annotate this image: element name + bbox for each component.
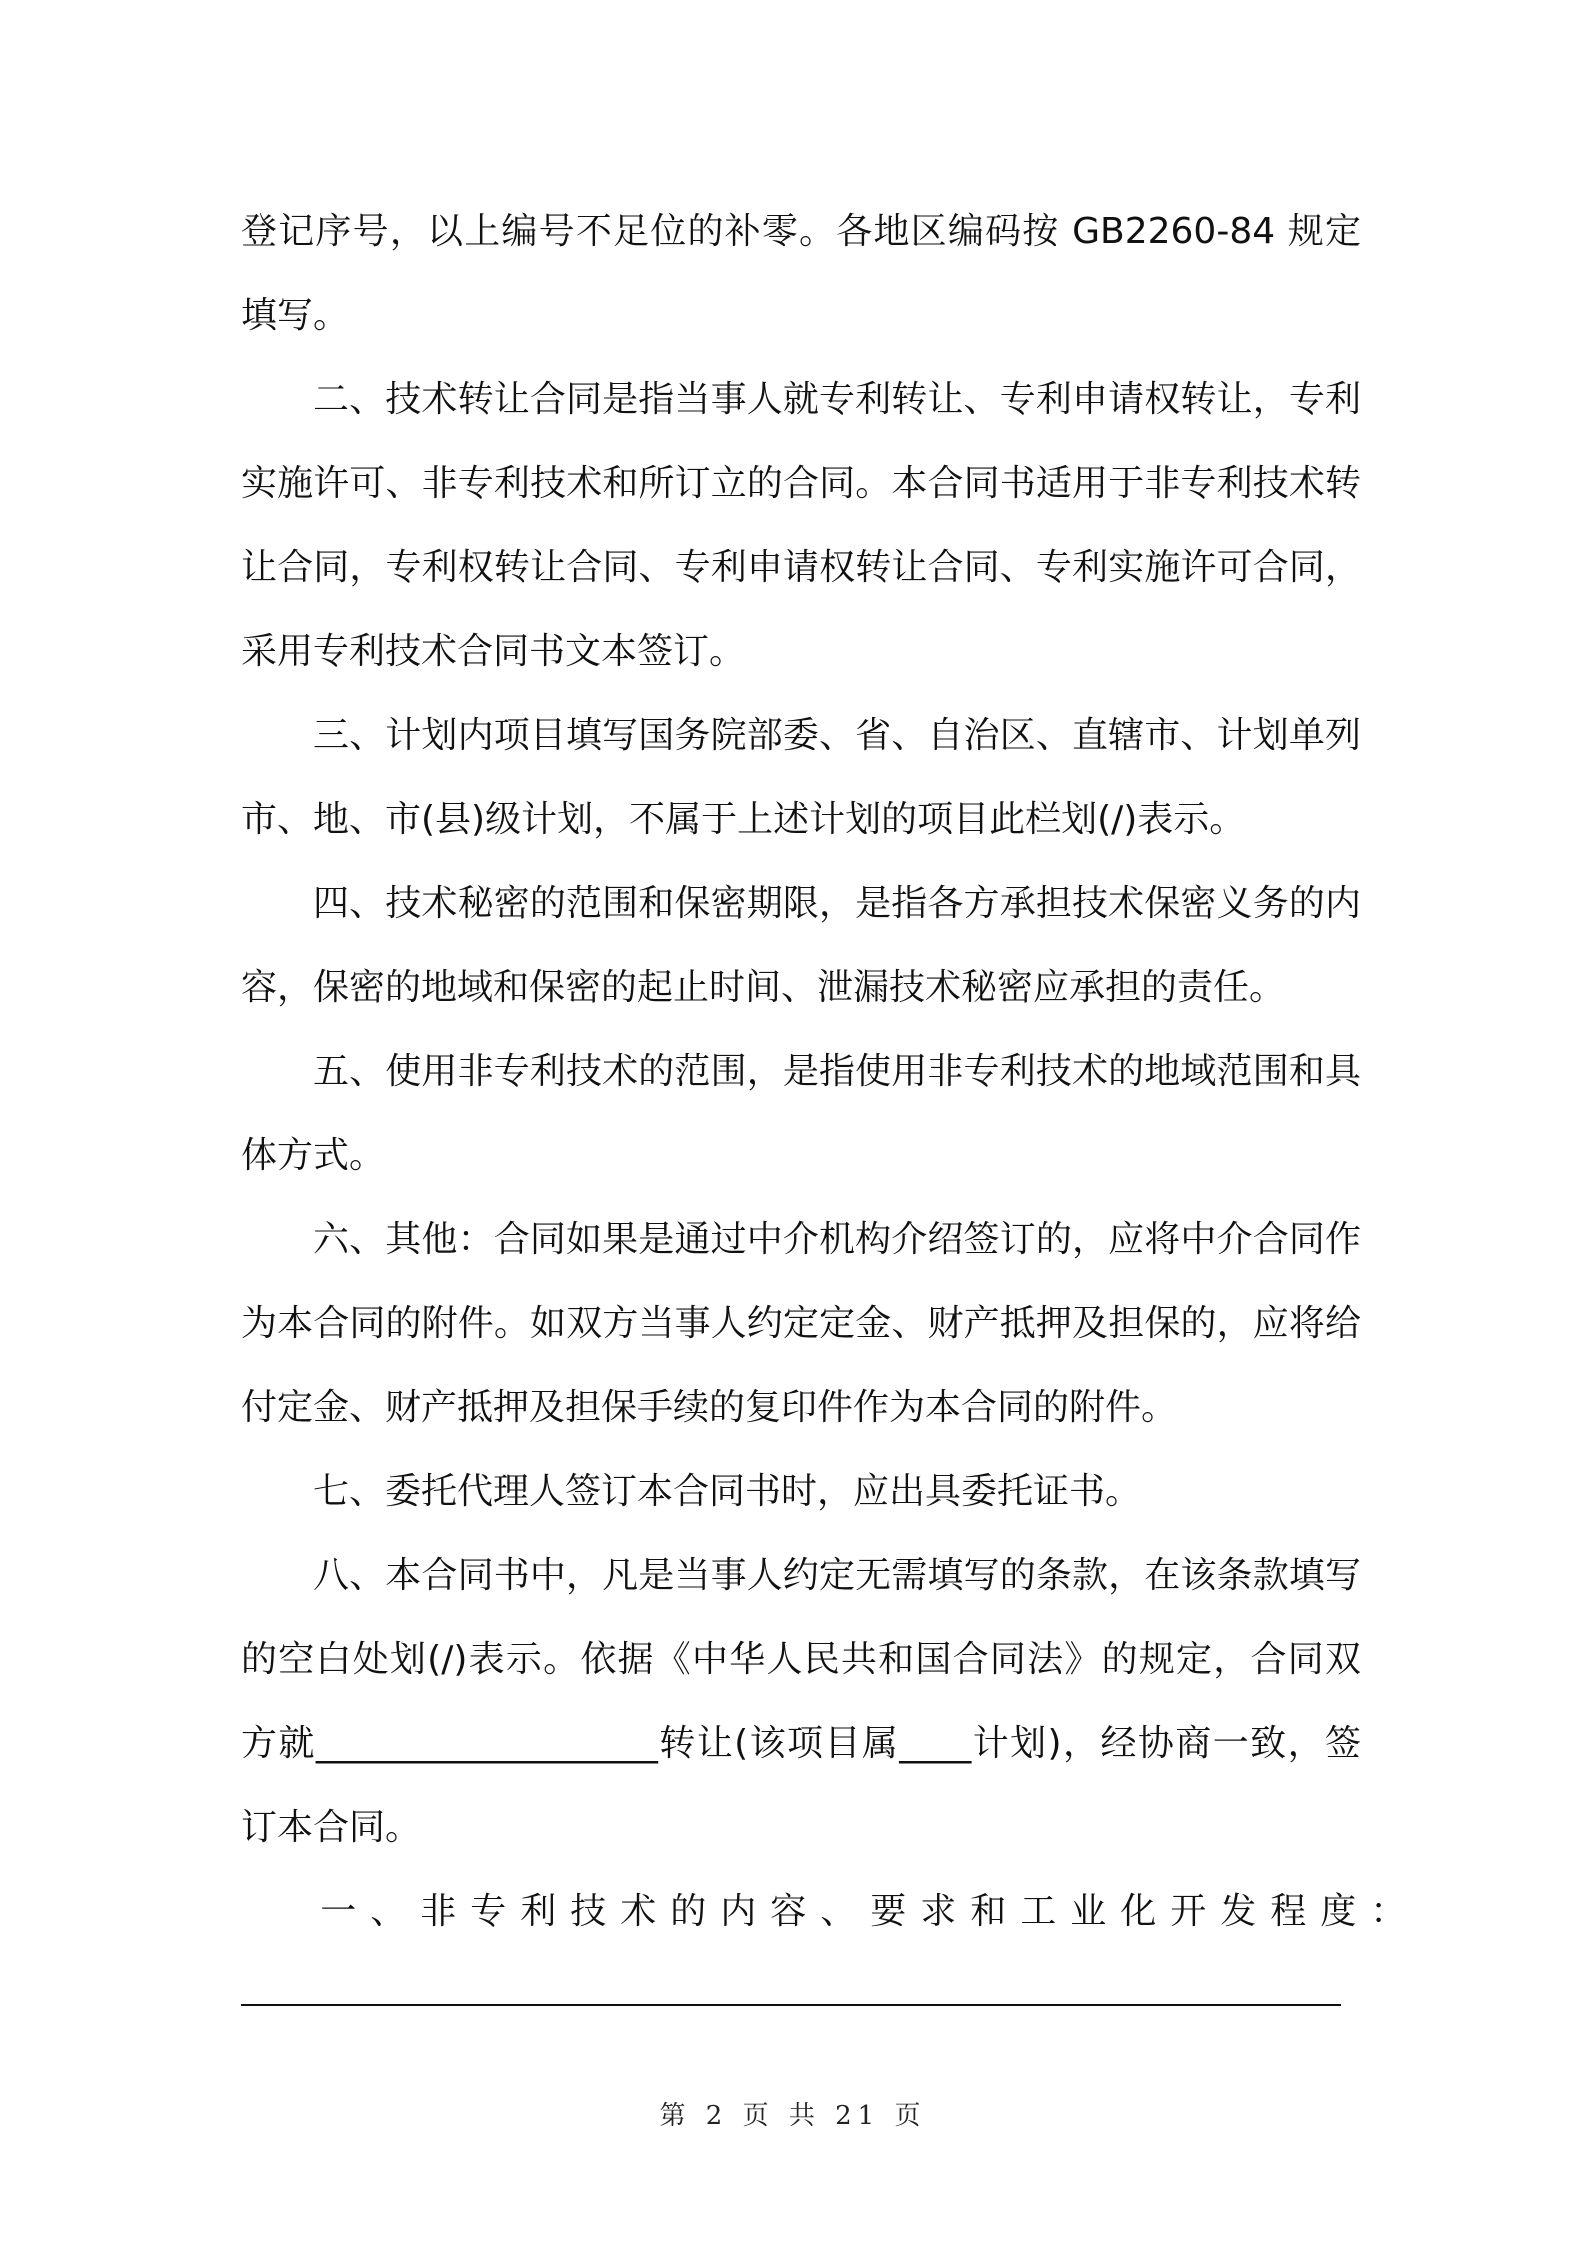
paragraph-item-2: 二、技术转让合同是指当事人就专利转让、专利申请权转让，专利实施许可、非专利技术和所订立的合同。本合同书适用于非专利技术转让合同，专利权转让合同、专利申请权转让合同、专利实施许可合同，采用专利技术合同书文本签订。: [241, 379, 1361, 672]
paragraph-continuation: 登记序号，以上编号不足位的补零。各地区编码按 GB2260-84 规定填写。: [241, 211, 1361, 336]
paragraph-item-3: 三、计划内项目填写国务院部委、省、自治区、直辖市、计划单列市、地、市(县)级计划，不属于上述计划的项目此栏划(/)表示。: [241, 715, 1361, 840]
section-heading: 一、非专利技术的内容、要求和工业化开发程度：: [320, 1891, 1421, 1932]
body-text: [241, 190, 1421, 2006]
page-footer: 第 2 页 共 21 页: [659, 2101, 927, 2131]
paragraph-item-5: 五、使用非专利技术的范围，是指使用非专利技术的地域范围和具体方式。: [241, 1051, 1361, 1176]
paragraph-item-6: 六、其他：合同如果是通过中介机构介绍签订的，应将中介合同作为本合同的附件。如双方当事人约定定金、财产抵押及担保的，应将给付定金、财产抵押及担保手续的复印件作为本合同的附件。: [241, 1219, 1361, 1428]
paragraph-item-4: 四、技术秘密的范围和保密期限，是指各方承担技术保密义务的内容，保密的地域和保密的起止时间、泄漏技术秘密应承担的责任。: [241, 883, 1361, 1008]
paragraph-item-8: 八、本合同书中，凡是当事人约定无需填写的条款，在该条款填写的空白处划(/)表示。依据《中华人民共和国合同法》的规定，合同双方就___________________转让(该项目属____计划)，经协商一致，签订本合同。: [241, 1555, 1361, 1848]
paragraph-item-7: 七、委托代理人签订本合同书时，应出具委托证书。: [313, 1471, 1142, 1512]
fill-in-line: [241, 2004, 1341, 2006]
